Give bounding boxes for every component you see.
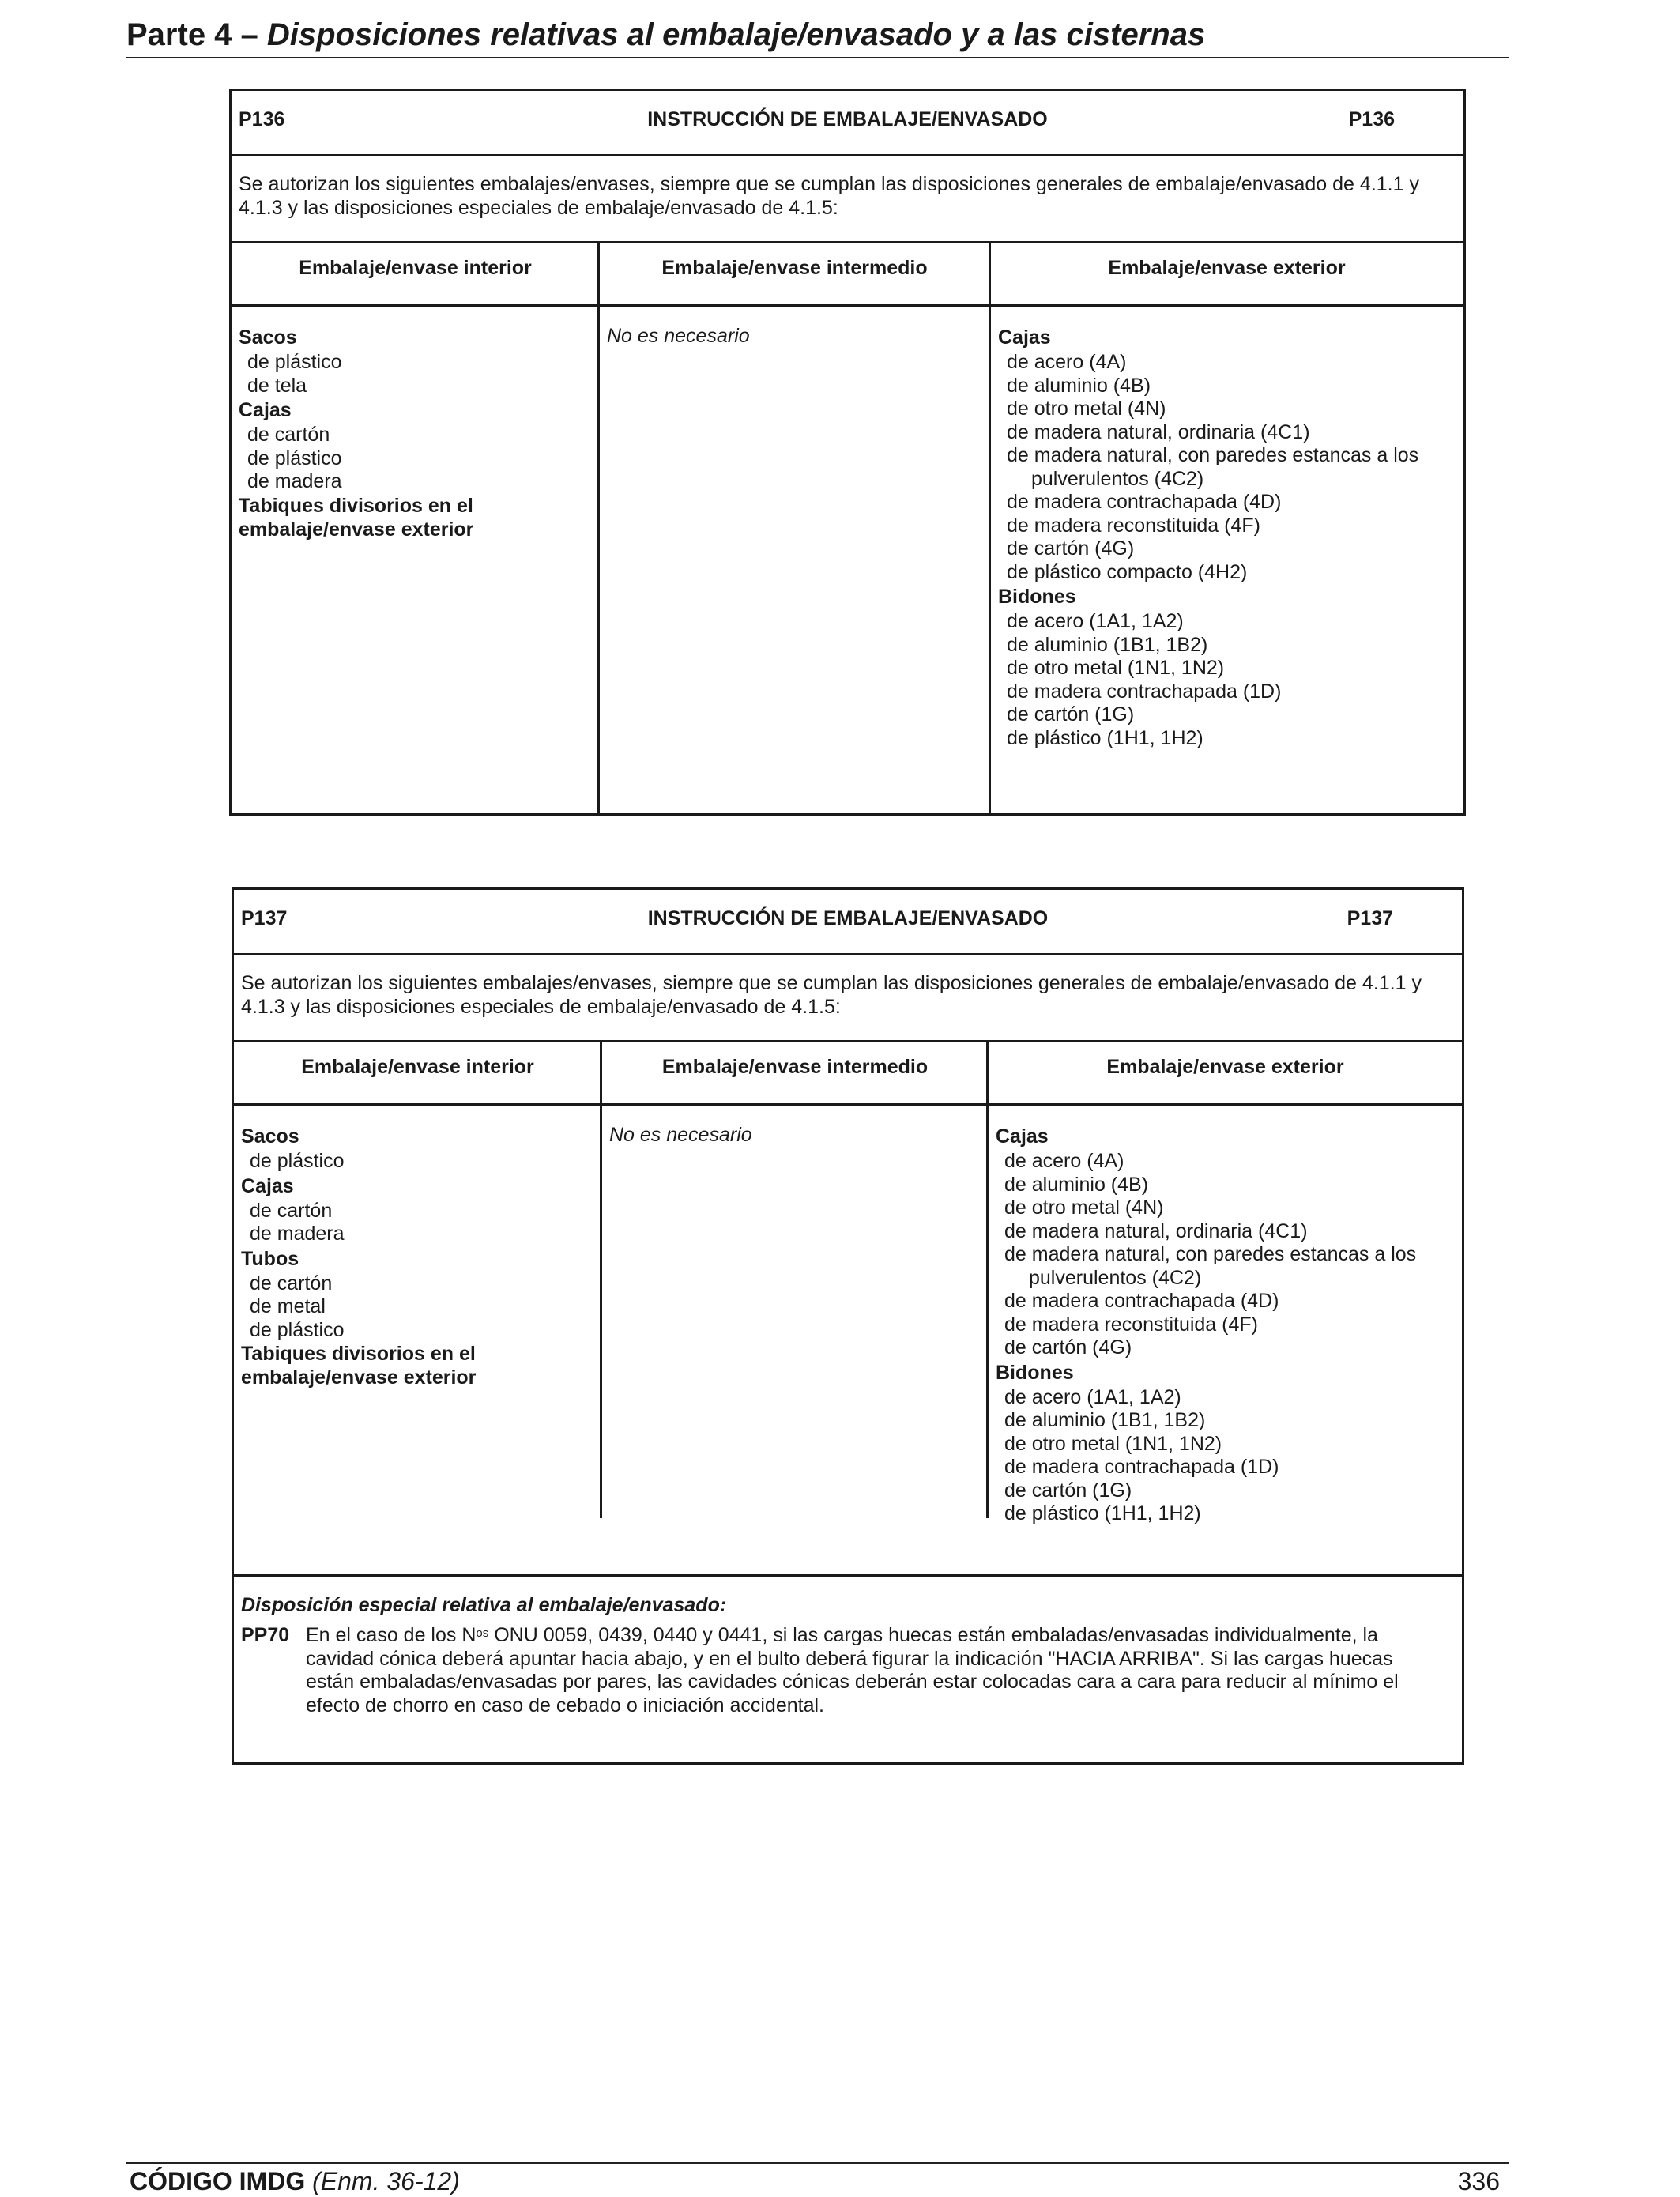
list-item: de madera	[247, 470, 342, 492]
list-item: de cartón (4G)	[1007, 537, 1135, 560]
list-item: de acero (1A1, 1A2)	[1004, 1385, 1181, 1408]
outer-column	[989, 1106, 1461, 1526]
instruction-intro	[234, 953, 1462, 1042]
special-provision-title: Disposición especial relativa al embalaje/envasado:	[241, 1594, 727, 1616]
footer-edition: (Enm. 36-12)	[312, 2167, 460, 2195]
footer-code	[130, 2165, 460, 2197]
list-item: de plástico compacto (4H2)	[1007, 560, 1248, 583]
group-heading: Bidones	[998, 586, 1076, 608]
list-item: de cartón (4G)	[1004, 1336, 1132, 1359]
list-item: de madera natural, ordinaria (4C1)	[1004, 1219, 1308, 1242]
list-item: de plástico	[250, 1150, 345, 1172]
special-provision-text-rest: ONU 0059, 0439, 0440 y 0441, si las cargas huecas están embaladas/envasadas individualmente, la cavidad cónica deberá apuntar hacia abajo, y en el bulto deberá figurar la indicación "HACIA ARRIBA". Si las cargas huecas están embaladas/envasadas por pares, las cavidades cónicas deberán estar colocadas cara a cara para reducir al mínimo el efecto de chorro en caso de cebado o iniciación accidental.	[306, 1624, 1399, 1717]
list-item: de madera reconstituida (4F)	[1007, 514, 1260, 537]
special-provision-text	[306, 1624, 1430, 1717]
list-item: de madera contrachapada (4D)	[1007, 491, 1282, 513]
group-heading: Cajas	[996, 1125, 1049, 1147]
list-item: de otro metal (1N1, 1N2)	[1007, 657, 1225, 679]
list-item: de aluminio (1B1, 1B2)	[1007, 633, 1208, 656]
list-item-continuation: pulverulentos (4C2)	[1029, 1266, 1202, 1289]
column-header-outer-label: Embalaje/envase exterior	[1106, 1056, 1344, 1078]
list-item-continuation: pulverulentos (4C2)	[1031, 467, 1204, 490]
group-heading: Cajas	[241, 1174, 294, 1197]
list-item: de madera contrachapada (1D)	[1004, 1456, 1279, 1478]
list-item: de madera natural, con paredes estancas a los	[1007, 444, 1419, 466]
instruction-title-row	[234, 890, 1462, 955]
footer-code-label: CÓDIGO IMDG	[130, 2167, 306, 2195]
list-item: de cartón	[250, 1199, 333, 1222]
column-header-intermediate	[599, 241, 990, 307]
superscript-os: os	[476, 1626, 489, 1640]
list-item: de madera contrachapada (4D)	[1004, 1290, 1279, 1312]
list-item: de cartón (1G)	[1007, 703, 1135, 725]
instruction-code-right: P136	[1348, 108, 1395, 130]
column-header-inner	[232, 241, 599, 307]
page-footer	[126, 2162, 1509, 2195]
list-item: de aluminio (4B)	[1004, 1173, 1149, 1196]
intermediate-column	[602, 1106, 986, 1147]
group-heading: Sacos	[239, 326, 297, 349]
group-heading: embalaje/envase exterior	[239, 518, 474, 541]
inner-column	[234, 1106, 600, 1389]
page-number: 336	[1457, 2167, 1500, 2195]
group-heading: Cajas	[239, 399, 292, 421]
list-item: de madera contrachapada (1D)	[1007, 680, 1282, 703]
list-item: de acero (4A)	[1004, 1150, 1124, 1172]
instruction-code: P136	[239, 108, 285, 130]
inner-column	[232, 307, 597, 541]
list-item: de aluminio (4B)	[1007, 374, 1151, 397]
part-label: Parte 4 –	[126, 17, 267, 52]
list-item: de plástico	[247, 351, 342, 373]
intermediate-value: No es necesario	[607, 325, 750, 347]
instruction-p137	[232, 887, 1464, 1765]
list-item: de plástico (1H1, 1H2)	[1004, 1502, 1201, 1524]
list-item: de cartón (1G)	[1004, 1479, 1132, 1502]
column-header-intermediate-label: Embalaje/envase intermedio	[661, 1056, 929, 1078]
intro-text: Se autorizan los siguientes embalajes/envases, siempre que se cumplan las disposiciones generales de embalaje/envasado de 4.1.1 y 4.1.3 y las disposiciones especiales de embalaje/envasado de 4.1.5:	[239, 173, 1419, 219]
intermediate-value: No es necesario	[609, 1124, 752, 1146]
instruction-p136	[229, 89, 1466, 816]
group-heading: Tabiques divisorios en el	[239, 494, 473, 517]
outer-column	[991, 307, 1463, 750]
column-header-inner	[234, 1040, 601, 1106]
group-heading: Sacos	[241, 1125, 299, 1147]
intro-text: Se autorizan los siguientes embalajes/envases, siempre que se cumplan las disposiciones generales de embalaje/envasado de 4.1.1 y 4.1.3 y las disposiciones especiales de embalaje/envasado de 4.1.5:	[241, 972, 1422, 1018]
list-item: de cartón	[247, 424, 330, 446]
group-heading: embalaje/envase exterior	[241, 1366, 477, 1389]
special-provision	[234, 1574, 1462, 1765]
list-item: de aluminio (1B1, 1B2)	[1004, 1409, 1206, 1431]
list-item: de cartón	[250, 1272, 333, 1294]
list-item: de plástico	[250, 1318, 345, 1341]
special-provision-code: PP70	[241, 1624, 290, 1646]
column-header-outer	[990, 241, 1463, 307]
special-provision-text-start: En el caso de los N	[306, 1624, 477, 1646]
group-heading: Cajas	[998, 326, 1051, 349]
column-header-inner-label: Embalaje/envase interior	[299, 257, 532, 279]
column-header-outer-label: Embalaje/envase exterior	[1108, 257, 1346, 279]
list-item: de acero (1A1, 1A2)	[1007, 610, 1184, 632]
instruction-code-right: P137	[1347, 907, 1393, 929]
group-heading: Tubos	[241, 1247, 299, 1270]
part-title: Disposiciones relativas al embalaje/envasado y a las cisternas	[266, 17, 1206, 52]
list-item: de metal	[250, 1295, 326, 1317]
instruction-title: INSTRUCCIÓN DE EMBALAJE/ENVASADO	[647, 907, 1049, 929]
instruction-intro	[232, 154, 1463, 243]
column-header-intermediate-label: Embalaje/envase intermedio	[661, 257, 928, 279]
group-heading: Bidones	[996, 1361, 1074, 1384]
list-item: de otro metal (1N1, 1N2)	[1004, 1432, 1222, 1455]
list-item: de otro metal (4N)	[1004, 1196, 1164, 1219]
list-item: de acero (4A)	[1007, 351, 1127, 373]
list-item: de tela	[247, 374, 307, 397]
list-item: de plástico (1H1, 1H2)	[1007, 726, 1203, 749]
group-heading: Tabiques divisorios en el	[241, 1343, 476, 1365]
instruction-title: INSTRUCCIÓN DE EMBALAJE/ENVASADO	[647, 108, 1048, 130]
intermediate-column	[600, 307, 989, 349]
list-item: de madera natural, con paredes estancas a los	[1004, 1243, 1417, 1265]
list-item: de madera reconstituida (4F)	[1004, 1313, 1258, 1336]
column-header-intermediate	[601, 1040, 989, 1106]
list-item: de madera natural, ordinaria (4C1)	[1007, 420, 1310, 443]
instruction-title-row	[232, 91, 1463, 156]
list-item: de plástico	[247, 447, 342, 469]
instruction-code: P137	[241, 907, 288, 929]
column-header-outer	[989, 1040, 1462, 1106]
list-item: de madera	[250, 1223, 345, 1245]
page-header	[126, 14, 1509, 58]
list-item: de otro metal (4N)	[1007, 398, 1166, 420]
column-header-inner-label: Embalaje/envase interior	[301, 1056, 534, 1078]
